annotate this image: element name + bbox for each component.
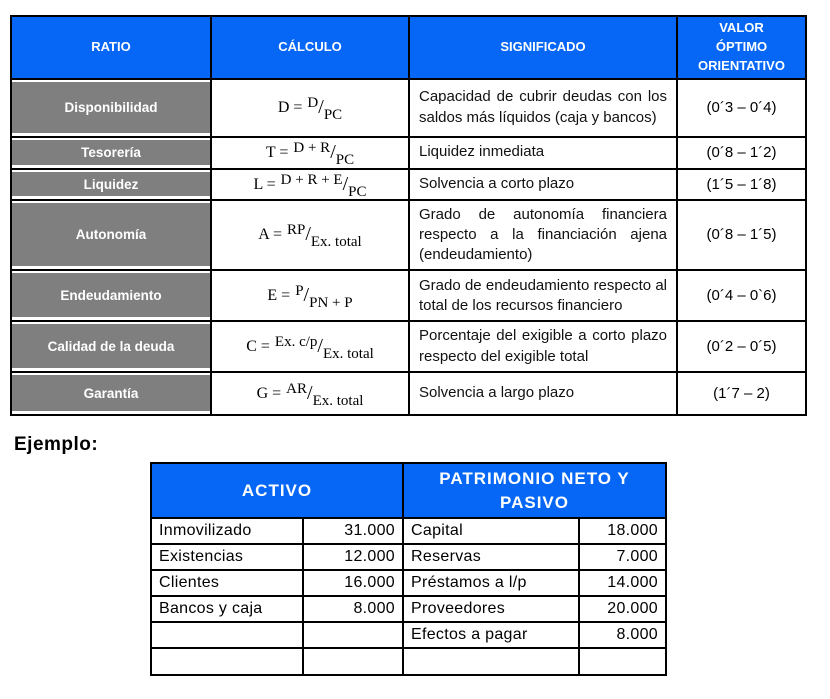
header-valor-optimo: VALOR ÓPTIMO ORIENTATIVO: [677, 16, 806, 79]
formula-numerator: D: [307, 95, 319, 112]
example-heading: Ejemplo:: [14, 434, 99, 455]
pasivo-total-label-cell: [403, 648, 579, 675]
table-row: [11, 200, 806, 271]
formula-cell: [211, 169, 409, 200]
balance-row: [151, 570, 666, 596]
activo-item-label: Existencias: [151, 544, 303, 570]
formula-denominator: Ex. total: [310, 234, 362, 251]
activo-item-label: Bancos y caja: [151, 596, 303, 622]
balance-row: [151, 596, 666, 622]
formula-cell: [211, 270, 409, 321]
formula-lhs: A =: [258, 226, 282, 244]
formula-numerator: D + R: [293, 140, 331, 157]
fraction-slash: /: [318, 96, 324, 119]
valor-optimo-cell: (0´2 – 0´5): [677, 321, 806, 372]
ratios-table: [10, 15, 807, 416]
table-row: [11, 169, 806, 200]
formula-lhs: L =: [253, 175, 276, 193]
fraction-slash: /: [307, 381, 313, 404]
balance-row: [151, 544, 666, 570]
pasivo-total-value: 67.000: [579, 648, 666, 675]
activo-item-label: Clientes: [151, 570, 303, 596]
fraction-slash: /: [305, 223, 311, 246]
activo-item-value: 8.000: [303, 596, 403, 622]
header-ratio: RATIO: [11, 16, 211, 79]
activo-item-value: 12.000: [303, 544, 403, 570]
formula-denominator: PN + P: [309, 295, 353, 312]
valor-optimo-cell: (1´5 – 1´8): [677, 169, 806, 200]
ratios-header-row: [11, 16, 806, 79]
formula-cell: [211, 79, 409, 137]
ratio-name-cell: Endeudamiento: [11, 270, 211, 321]
pasivo-item-label: Efectos a pagar: [403, 622, 579, 648]
significado-cell: Capacidad de cubrir deudas con los saldos más líquidos (caja y bancos): [409, 79, 677, 137]
pasivo-item-label: Proveedores: [403, 596, 579, 622]
activo-item-value: [303, 622, 403, 648]
formula-lhs: E =: [267, 287, 291, 305]
formula-numerator: D + R + E: [280, 171, 343, 188]
ratio-name-cell: Autonomía: [11, 200, 211, 271]
activo-item-label: Inmovilizado: [151, 518, 303, 544]
pasivo-item-label: Reservas: [403, 544, 579, 570]
formula-lhs: T =: [265, 144, 289, 162]
balance-row: [151, 622, 666, 648]
formula-cell: [211, 372, 409, 415]
formula-numerator: P: [295, 283, 304, 300]
header-patrimonio-pasivo: PATRIMONIO NETO Y PASIVO: [403, 463, 666, 518]
table-row: [11, 321, 806, 372]
fraction-slash: /: [317, 335, 323, 358]
ratio-name-cell: Garantía: [11, 372, 211, 415]
balance-row: [151, 518, 666, 544]
formula-cell: [211, 137, 409, 169]
formula-lhs: G =: [256, 384, 282, 402]
balance-table: [150, 462, 667, 676]
pasivo-item-value: 7.000: [579, 544, 666, 570]
significado-cell: Solvencia a corto plazo: [409, 169, 677, 200]
table-row: [11, 79, 806, 137]
formula-cell: [211, 321, 409, 372]
fraction-slash: /: [303, 284, 310, 307]
ratio-name-cell: Tesorería: [11, 137, 211, 169]
header-significado: SIGNIFICADO: [409, 16, 677, 79]
formula-denominator: PC: [335, 152, 355, 169]
significado-cell: Solvencia a largo plazo: [409, 372, 677, 415]
significado-cell: Porcentaje del exigible a corto plazo respecto del exigible total: [409, 321, 677, 372]
table-row: [11, 372, 806, 415]
pasivo-item-value: 18.000: [579, 518, 666, 544]
activo-item-value: 31.000: [303, 518, 403, 544]
formula-numerator: AR: [286, 380, 308, 397]
ratio-name-cell: Disponibilidad: [11, 79, 211, 137]
balance-header-row: [151, 463, 666, 518]
fraction-slash: /: [342, 172, 349, 195]
formula-denominator: PC: [323, 107, 343, 124]
pasivo-item-value: 20.000: [579, 596, 666, 622]
formula-cell: [211, 200, 409, 271]
valor-optimo-cell: (0´3 – 0´4): [677, 79, 806, 137]
activo-total-value: 67.000: [303, 648, 403, 675]
significado-cell: Liquidez inmediata: [409, 137, 677, 169]
formula-denominator: Ex. total: [312, 392, 364, 409]
valor-optimo-cell: (0´4 – 0`6): [677, 270, 806, 321]
pasivo-item-label: Préstamos a l/p: [403, 570, 579, 596]
formula-numerator: RP: [286, 222, 306, 239]
ratio-name-cell: Calidad de la deuda: [11, 321, 211, 372]
fraction-slash: /: [330, 141, 336, 164]
pasivo-item-value: 8.000: [579, 622, 666, 648]
formula-denominator: PC: [348, 183, 367, 200]
significado-cell: Grado de endeudamiento respecto al total de los recursos financiero: [409, 270, 677, 321]
table-row: [11, 137, 806, 169]
header-activo: ACTIVO: [151, 463, 403, 518]
activo-total-label-cell: [151, 648, 303, 675]
table-row: [11, 270, 806, 321]
formula-lhs: C =: [246, 338, 270, 356]
ratio-name-cell: Liquidez: [11, 169, 211, 200]
activo-item-value: 16.000: [303, 570, 403, 596]
formula-lhs: D =: [277, 99, 303, 117]
header-calculo: CÁLCULO: [211, 16, 409, 79]
pasivo-item-value: 14.000: [579, 570, 666, 596]
activo-item-label: [151, 622, 303, 648]
balance-total-row: [151, 648, 666, 675]
formula-numerator: Ex. c/p: [274, 334, 318, 351]
pasivo-item-label: Capital: [403, 518, 579, 544]
valor-optimo-cell: (0´8 – 1´2): [677, 137, 806, 169]
formula-denominator: Ex. total: [322, 346, 374, 363]
valor-optimo-cell: (1´7 – 2): [677, 372, 806, 415]
significado-cell: Grado de autonomía financiera respecto a la financiación ajena (endeudamiento): [409, 200, 677, 271]
valor-optimo-cell: (0´8 – 1´5): [677, 200, 806, 271]
